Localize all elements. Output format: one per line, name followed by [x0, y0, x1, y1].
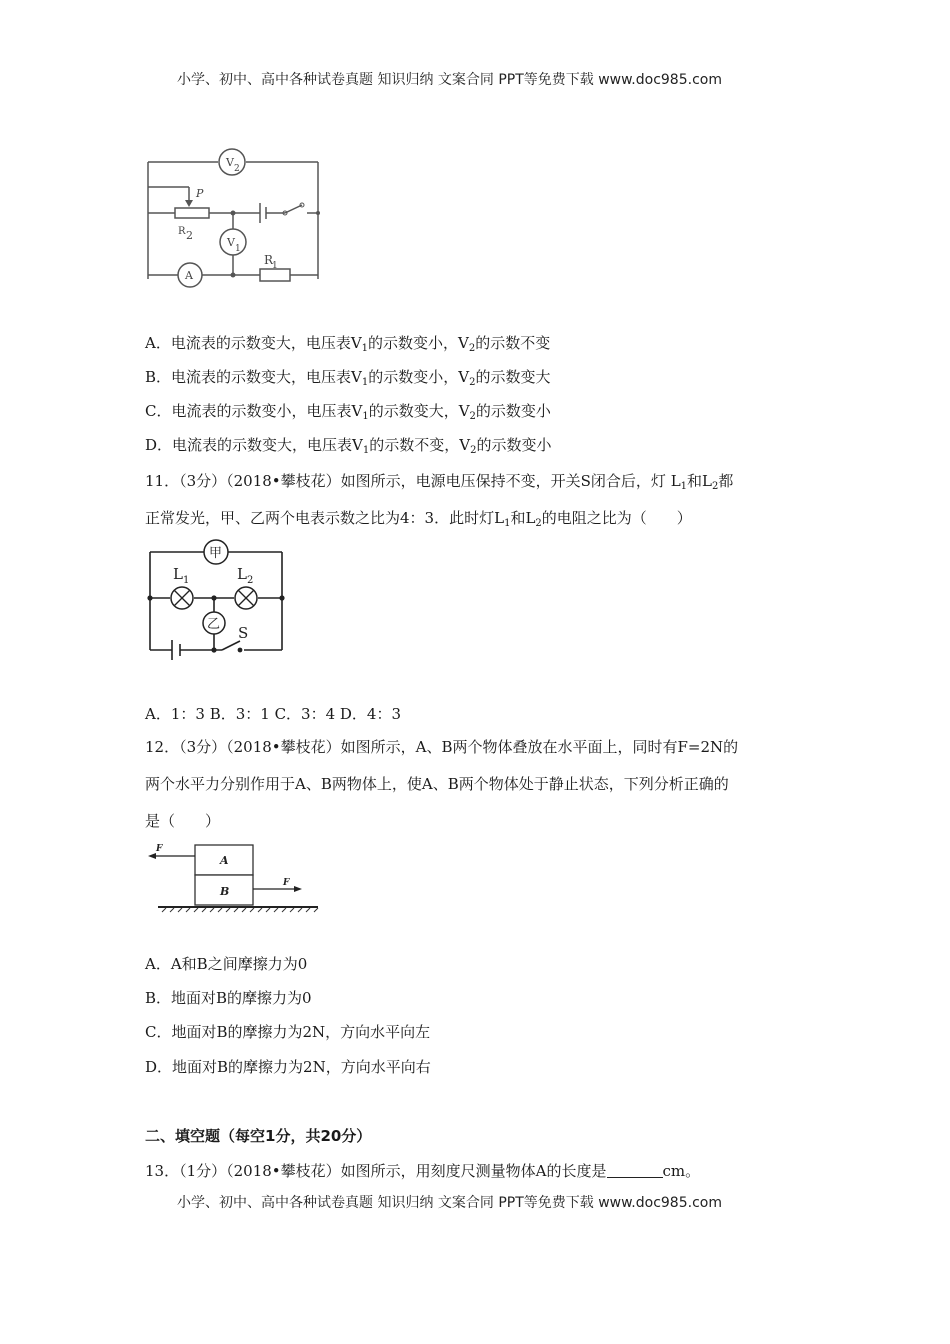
lamp-l2-label: L	[237, 565, 247, 583]
q12-option-a: A．A和B之间摩擦力为0	[145, 955, 308, 973]
v2-sub: 2	[234, 164, 240, 174]
q11-circuit-figure	[140, 538, 290, 663]
force-left-arrow-icon	[148, 853, 156, 859]
meter-jia-label: 甲	[209, 546, 223, 561]
q12-stem-line1: 12．（3分）（2018•攀枝花）如图所示，A、B两个物体叠放在水平面上，同时有F=2N的	[145, 738, 739, 756]
q11-stem-line1: 11．（3分）（2018•攀枝花）如图所示，电源电压保持不变，开关S闭合后，灯 $L_1$和$L_2$都	[145, 472, 734, 492]
q10-option-b: B．电流表的示数变大，电压表$V_1$的示数变小，$V_2$的示数变大	[145, 368, 551, 388]
header-note: 小学、初中、高中各种试卷真题 知识归纳 文案合同 PPT等免费下载 www.doc985.com	[177, 72, 722, 88]
r2-sub: 2	[186, 229, 193, 242]
switch-s-label: S	[238, 624, 249, 642]
q12-stem-line2: 两个水平力分别作用于A、B两物体上，使A、B两个物体处于静止状态，下列分析正确的	[145, 775, 729, 793]
q12-option-b: B．地面对B的摩擦力为0	[145, 989, 312, 1007]
q13-answer-blank	[607, 1163, 663, 1178]
q11-options: A．1：3 B．3：1 C．3：4 D．4：3	[145, 705, 402, 723]
block-a-label: A	[220, 854, 229, 867]
footer-note: 小学、初中、高中各种试卷真题 知识归纳 文案合同 PPT等免费下载 www.doc985.com	[177, 1195, 722, 1211]
r1-sub: 1	[272, 261, 278, 271]
block-b-label: B	[220, 885, 230, 898]
r1-label: R	[264, 253, 274, 267]
v2-label: V	[226, 156, 234, 169]
lamp-l1-label: L	[173, 565, 183, 583]
q11-stem-line2: 正常发光，甲、乙两个电表示数之比为4：3．此时灯$L_1$和$L_2$的电阻之比为（ ）	[145, 509, 692, 529]
lamp-l1-sub: 1	[183, 575, 190, 586]
q10-option-a: A．电流表的示数变大，电压表$V_1$的示数变小，$V_2$的示数不变	[145, 334, 551, 354]
v1-label: V	[227, 236, 235, 249]
q10-option-d: D．电流表的示数变大，电压表$V_1$的示数不变，$V_2$的示数变小	[145, 436, 552, 456]
r2-label: R	[178, 226, 186, 237]
meter-yi-label: 乙	[207, 617, 221, 632]
q12-stem-line3: 是（ ）	[145, 812, 221, 830]
q12-blocks-figure	[140, 838, 325, 918]
force-right-label: F	[283, 878, 290, 888]
force-left-label: F	[156, 844, 163, 854]
p-label: P	[196, 187, 204, 200]
q12-option-c: C．地面对B的摩擦力为2N，方向水平向左	[145, 1023, 431, 1041]
q10-circuit-figure	[140, 145, 325, 290]
force-right-arrow-icon	[294, 886, 302, 892]
section2-title: 二、填空题（每空1分，共20分）	[145, 1127, 372, 1145]
v1-sub: 1	[235, 244, 241, 254]
ammeter-label: A	[185, 269, 193, 282]
lamp-l2-sub: 2	[247, 575, 254, 586]
q12-option-d: D．地面对B的摩擦力为2N，方向水平向右	[145, 1058, 431, 1076]
q13-stem: 13．（1分）（2018•攀枝花）如图所示，用刻度尺测量物体A的长度是 cm。	[145, 1162, 701, 1180]
q10-option-c: C．电流表的示数变小，电压表$V_1$的示数变大，$V_2$的示数变小	[145, 402, 551, 422]
